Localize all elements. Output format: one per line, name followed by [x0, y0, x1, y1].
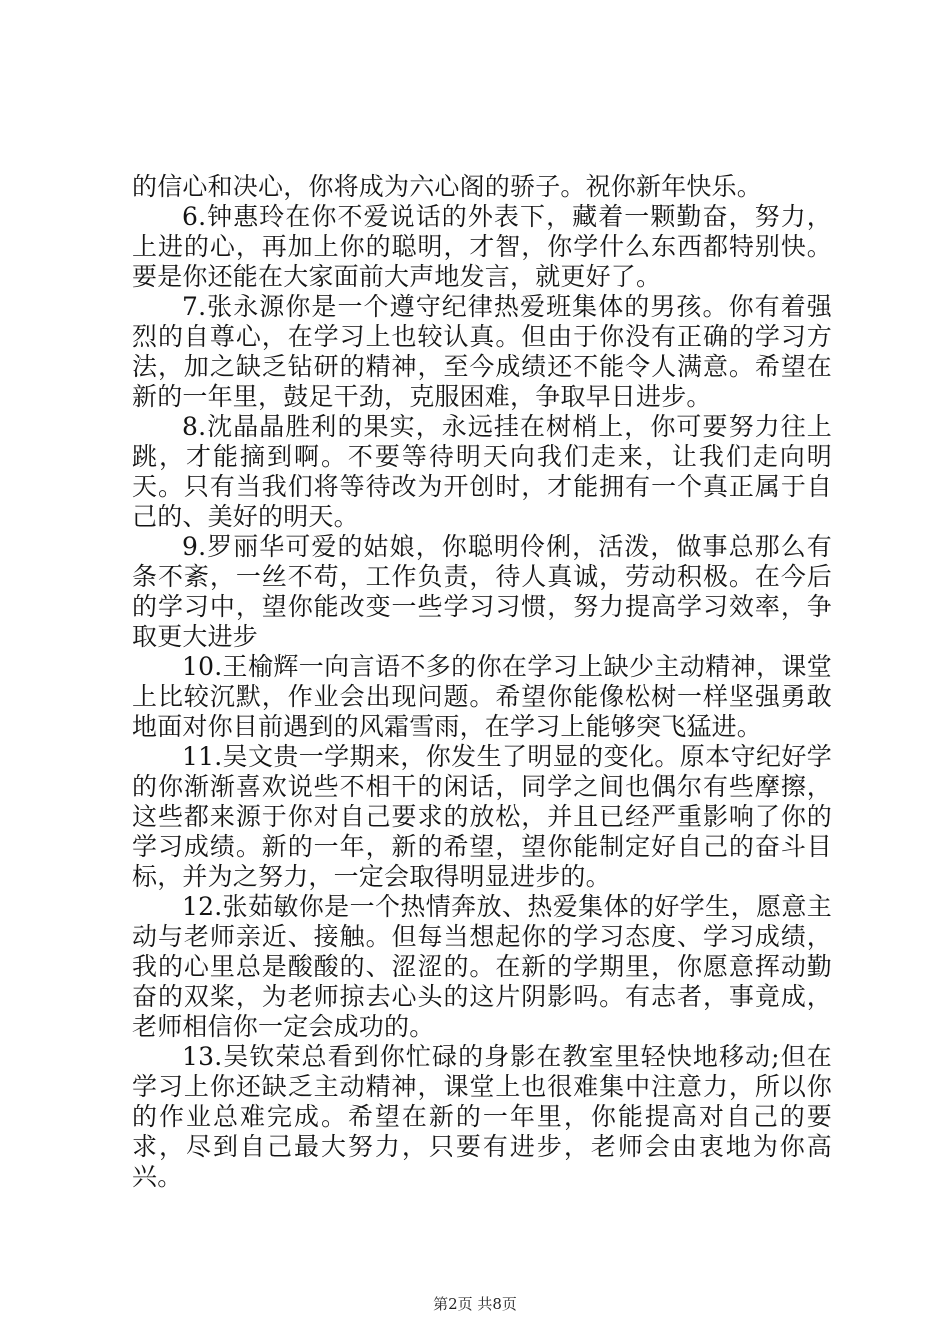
paragraph-comment-8: 8.沈晶晶胜利的果实，永远挂在树梢上，你可要努力往上跳，才能摘到啊。不要等待明天向我们走来，让我们走向明天。只有当我们将等待改为开创时，才能拥有一个真正属于自己的、美好的明天。 [132, 412, 832, 531]
paragraph-comment-12: 12.张茹敏你是一个热情奔放、热爱集体的好学生，愿意主动与老师亲近、接触。但每当想起你的学习态度、学习成绩，我的心里总是酸酸的、涩涩的。在新的学期里，你愿意挥动勤奋的双桨，为老师掠去心头的这片阴影吗。有志者，事竟成，老师相信你一定会成功的。 [132, 892, 832, 1041]
paragraph-continuation: 的信心和决心，你将成为六心阁的骄子。祝你新年快乐。 [132, 172, 763, 201]
document-body [132, 172, 832, 1192]
paragraph-comment-10: 10.王榆辉一向言语不多的你在学习上缺少主动精神，课堂上比较沉默，作业会出现问题。希望你能像松树一样坚强勇敢地面对你目前遇到的风霜雪雨，在学习上能够突飞猛进。 [132, 652, 832, 741]
paragraph-comment-6: 6.钟惠玲在你不爱说话的外表下，藏着一颗勤奋，努力，上进的心，再加上你的聪明，才智，你学什么东西都特别快。要是你还能在大家面前大声地发言，就更好了。 [132, 202, 832, 291]
paragraph-comment-7: 7.张永源你是一个遵守纪律热爱班集体的男孩。你有着强烈的自尊心，在学习上也较认真。但由于你没有正确的学习方法，加之缺乏钻研的精神，至今成绩还不能令人满意。希望在新的一年里，鼓足干劲，克服困难，争取早日进步。 [132, 292, 832, 411]
paragraph-comment-13: 13.吴钦荣总看到你忙碌的身影在教室里轻快地移动;但在学习上你还缺乏主动精神，课堂上也很难集中注意力，所以你的作业总难完成。希望在新的一年里，你能提高对自己的要求，尽到自己最大努力，只要有进步，老师会由衷地为你高兴。 [132, 1042, 832, 1191]
page-number-footer: 第2页 共8页 [433, 1295, 517, 1313]
paragraph-comment-9: 9.罗丽华可爱的姑娘，你聪明伶俐，活泼，做事总那么有条不紊，一丝不苟，工作负责，待人真诚，劳动积极。在今后的学习中，望你能改变一些学习习惯，努力提高学习效率，争取更大进步 [132, 532, 832, 651]
paragraph-comment-11: 11.吴文贵一学期来，你发生了明显的变化。原本守纪好学的你渐渐喜欢说些不相干的闲话，同学之间也偶尔有些摩擦，这些都来源于你对自己要求的放松，并且已经严重影响了你的学习成绩。新的一年，新的希望，望你能制定好自己的奋斗目标，并为之努力，一定会取得明显进步的。 [132, 742, 832, 891]
